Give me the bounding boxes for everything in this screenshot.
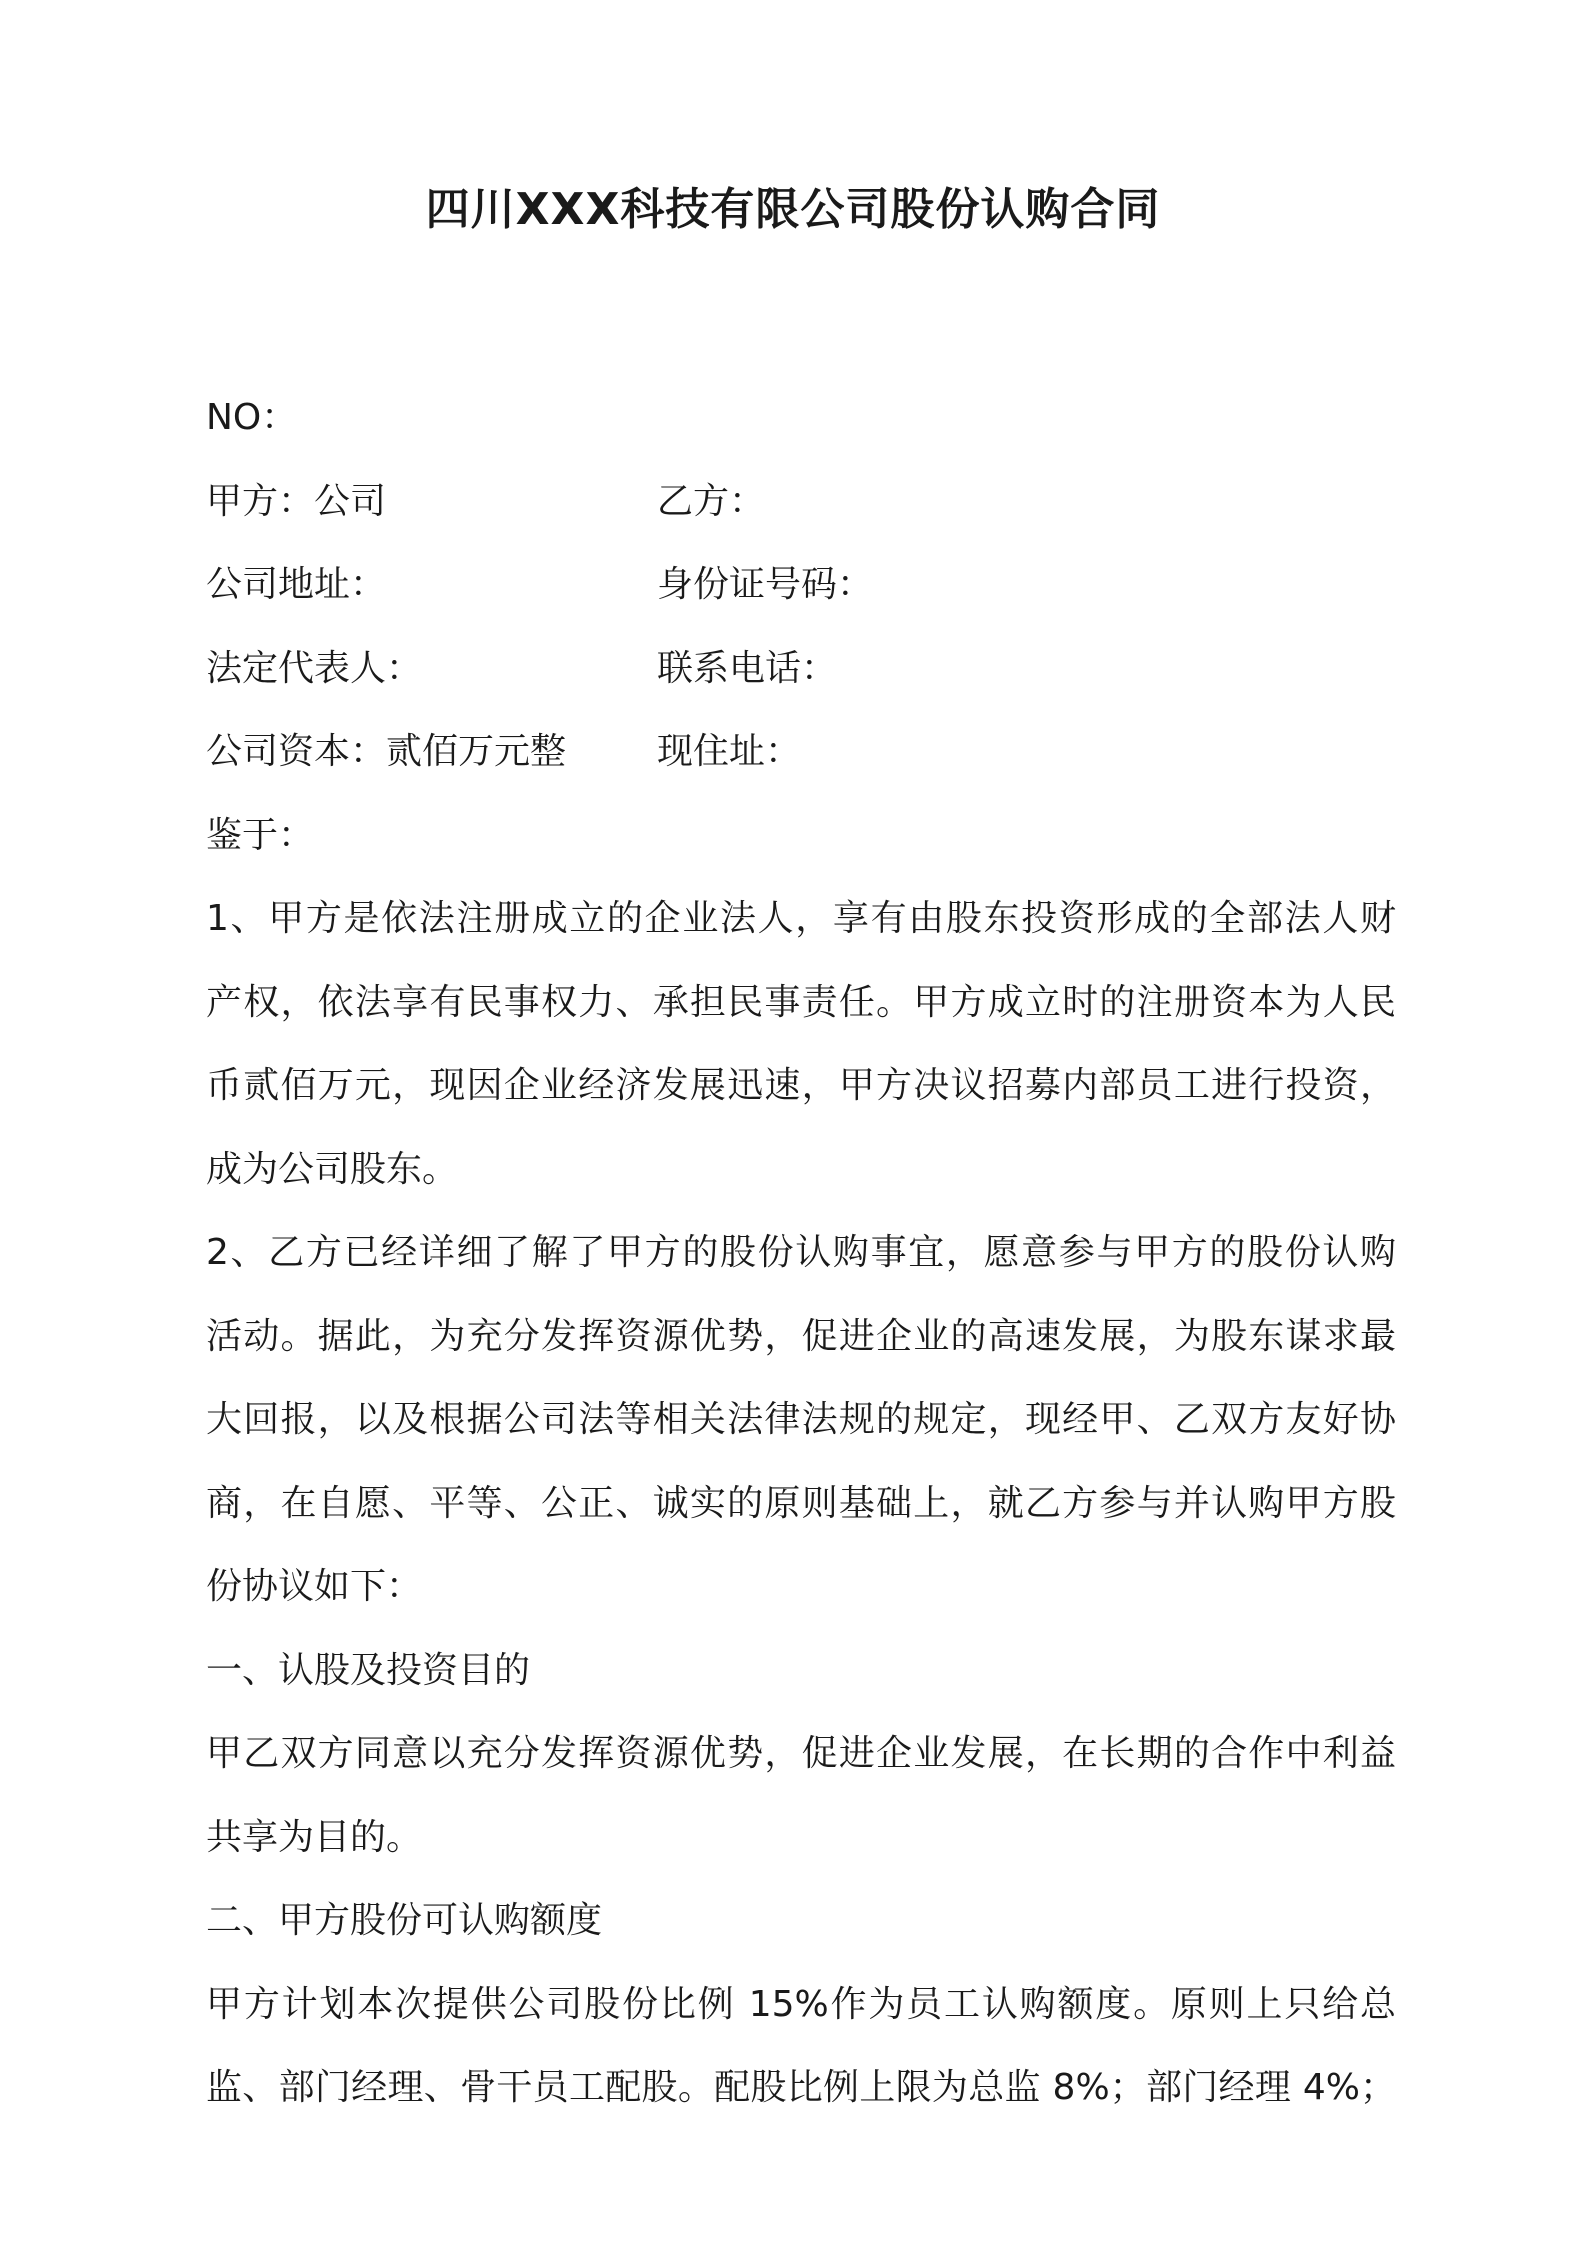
clause-2-line: 活动。据此，为充分发挥资源优势，促进企业的高速发展，为股东谋求最: [206, 1315, 1396, 1357]
whereas-label: 鉴于：: [206, 814, 315, 856]
contract-title: 四川XXX科技有限公司股份认购合同: [425, 184, 1161, 235]
party-a-name: 甲方：公司: [206, 480, 387, 522]
id-number-label: 身份证号码：: [657, 564, 874, 605]
section-2-heading: 二、甲方股份可认购额度: [206, 1900, 603, 1941]
section-2-line: 监、部门经理、骨干员工配股。配股比例上限为总监 8%；部门经理 4%；: [206, 2067, 1396, 2108]
clause-2-line: 大回报，以及根据公司法等相关法律法规的规定，现经甲、乙双方友好协: [206, 1399, 1396, 1440]
current-address-label: 现住址：: [657, 731, 802, 772]
party-b-name: 乙方：: [657, 480, 766, 522]
clause-1-line: 产权，依法享有民事权力、承担民事责任。甲方成立时的注册资本为人民: [206, 981, 1396, 1023]
section-2-line: 甲方计划本次提供公司股份比例 15%作为员工认购额度。原则上只给总: [206, 1983, 1396, 2025]
clause-1-line: 1、甲方是依法注册成立的企业法人，享有由股东投资形成的全部法人财: [206, 898, 1396, 939]
party-row: [206, 543, 1396, 627]
section-1-heading: 一、认股及投资目的: [206, 1649, 531, 1691]
phone-label: 联系电话：: [657, 647, 838, 689]
section-1-line: 共享为目的。: [206, 1816, 423, 1858]
party-row: [206, 710, 1396, 794]
party-row: [206, 460, 1396, 544]
legal-representative-label: 法定代表人：: [206, 647, 423, 689]
company-capital: 公司资本：贰佰万元整: [206, 731, 567, 772]
party-row: [206, 627, 1396, 711]
clause-2-line: 商，在自愿、平等、公正、诚实的原则基础上，就乙方参与并认购甲方股: [206, 1482, 1396, 1524]
section-1-line: 甲乙双方同意以充分发挥资源优势，促进企业发展，在长期的合作中利益: [206, 1733, 1396, 1774]
contract-body: [206, 376, 1396, 2130]
clause-1-line: 成为公司股东。: [206, 1148, 459, 1190]
contract-number-label: NO：: [206, 397, 298, 438]
clause-2-line: 2、乙方已经详细了解了甲方的股份认购事宜，愿意参与甲方的股份认购: [206, 1232, 1396, 1273]
clause-1-line: 币贰佰万元，现因企业经济发展迅速，甲方决议招募内部员工进行投资，: [206, 1065, 1396, 1106]
clause-2-line: 份协议如下：: [206, 1566, 423, 1607]
company-address-label: 公司地址：: [206, 564, 387, 605]
